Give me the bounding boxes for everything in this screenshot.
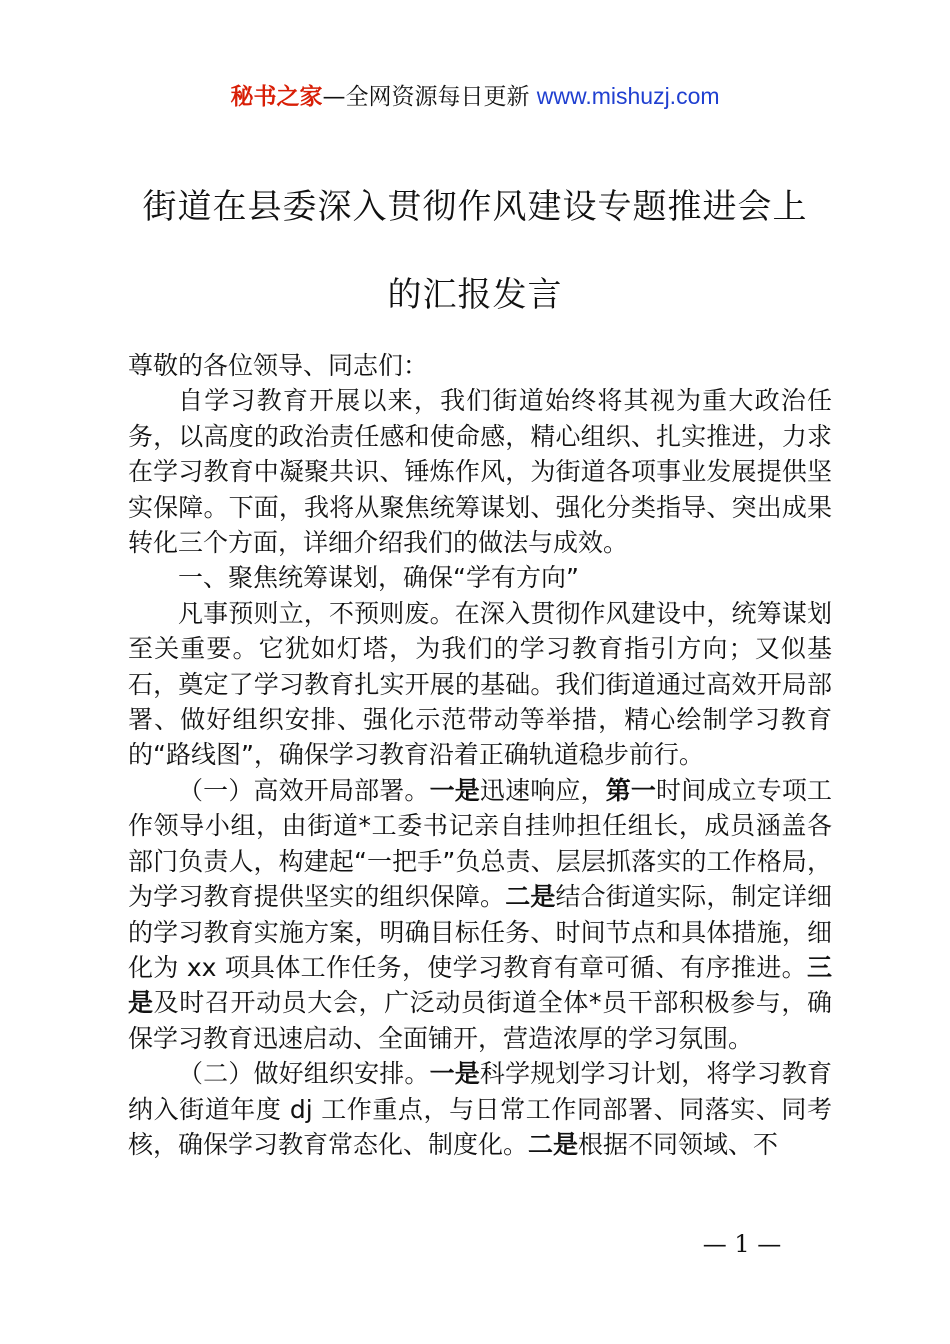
section-1-paragraph: 凡事预则立，不预则废。在深入贯彻作风建设中，统筹谋划至关重要。它犹如灯塔，为我们的学习教育指引方向；又似基石，奠定了学习教育扎实开展的基础。我们街道通过高效开局部署、做好组织安排、强化示范带动等举措，精心绘制学习教育的“路线图”，确保学习教育沿着正确轨道稳步前行。 (128, 598, 832, 770)
document-body (128, 348, 832, 1162)
subsection-1-lead: （一）高效开局部署。 (178, 775, 430, 805)
marker-first: 一是 (429, 775, 480, 805)
subsection-1-paragraph: （一）高效开局部署。一是迅速响应，第一时间成立专项工作领导小组，由街道*工委书记亲自挂帅担任组长，成员涵盖各部门负责人，构建起“一把手”负总责、层层抓落实的工作格局，为学习教育提供坚实的组织保障。二是结合街道实际，制定详细的学习教育实施方案，明确目标任务、时间节点和具体措施，细化为 xx 项具体工作任务，使学习教育有章可循、有序推进。三是及时召开动员大会，广泛动员街道全体*员干部积极参与，确保学习教育迅速启动、全面铺开，营造浓厚的学习氛围。 (128, 775, 832, 1053)
marker-first: 一是 (429, 1059, 480, 1089)
marker-second: 二是 (528, 1129, 579, 1159)
website-link[interactable]: www.mishuzj.com (536, 83, 720, 109)
header-slogan: —全网资源每日更新 (322, 84, 537, 110)
title-line-1: 街道在县委深入贯彻作风建设专题推进会上 (142, 187, 808, 227)
subsection-2-paragraph: （二）做好组织安排。一是科学规划学习计划，将学习教育纳入街道年度 dj 工作重点，与日常工作同部署、同落实、同考核，确保学习教育常态化、制度化。二是根据不同领域、不 (128, 1059, 832, 1159)
marker-third: 三是 (128, 952, 832, 1018)
subsection-2-lead: （二）做好组织安排。 (178, 1059, 430, 1089)
brand-name: 秘书之家 (230, 84, 323, 110)
marker-first-time: 第一 (605, 775, 657, 805)
intro-paragraph: 自学习教育开展以来，我们街道始终将其视为重大政治任务，以高度的政治责任感和使命感，精心组织、扎实推进，力求在学习教育中凝聚共识、锤炼作风，为街道各项事业发展提供坚实保障。下面，我将从聚焦统筹谋划、强化分类指导、突出成果转化三个方面，详细介绍我们的做法与成效。 (128, 386, 832, 558)
title-line-2: 的汇报发言 (387, 275, 563, 315)
document-title (100, 163, 850, 339)
marker-second: 二是 (505, 882, 556, 912)
site-header (0, 80, 950, 113)
section-1-heading: 一、聚焦统筹谋划，确保“学有方向” (178, 563, 579, 593)
page-number: — 1 — (702, 1230, 782, 1258)
salutation: 尊敬的各位领导、同志们： (128, 351, 429, 380)
